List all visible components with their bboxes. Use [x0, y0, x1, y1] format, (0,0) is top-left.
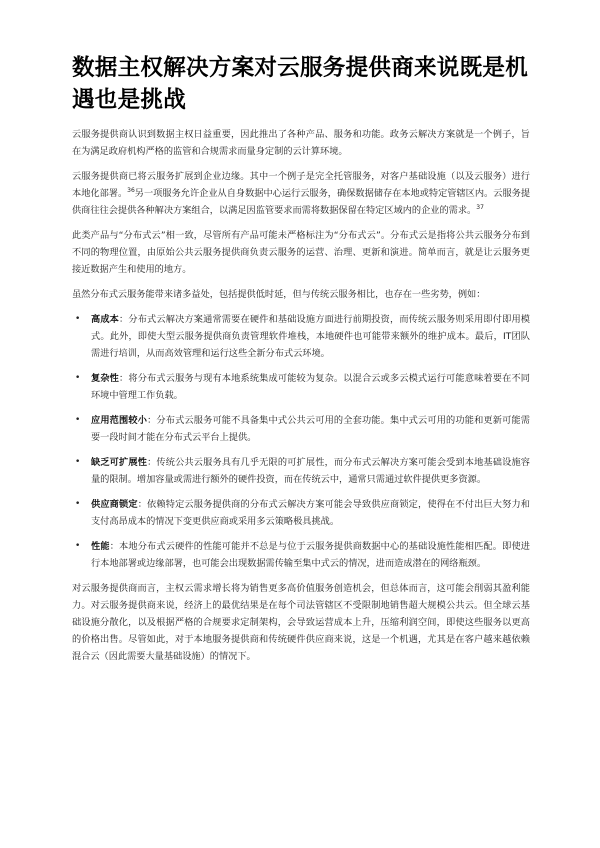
footnote-ref-36[interactable]: 36 — [127, 186, 135, 194]
paragraph-disadvantages-intro: 虽然分布式云服务能带来诸多益处，包括提供低时延，但与传统云服务相比，也存在一些劣势，例如： — [72, 289, 486, 300]
paragraph-edge: 云服务提供商已将云服务扩展到企业边缘。其中一个例子是完全托管服务，对客户基础设施（以及云服务）进行本地化部署。$^{36}$另一项服务允许企业从自身数据中心运行云服务，确保数据储存在本地或特定管辖区内。云服务提供商往往会提供各种解决方案组合，以满足因监管要求而需将数据保留在特定区域内的企业的需求。$^{37}$ — [72, 171, 531, 216]
disadvantages-list — [72, 311, 530, 572]
list-item-complexity: • 复杂性：将分布式云服务与现有本地系统集成可能较为复杂。以混合云或多云模式运行可能意味着要在不同环境中管理工作负载。 — [72, 370, 530, 404]
list-item-limited-scope: • 应用范围较小：分布式云服务可能不具备集中式公共云可用的全套功能。集中式云可用的功能和更新可能需要一段时间才能在分布式云平台上提供。 — [72, 412, 530, 446]
list-item-vendor-lock-in: • 供应商锁定：依赖特定云服务提供商的分布式云解决方案可能会导致供应商锁定，使得在不付出巨大努力和支付高昂成本的情况下变更供应商或采用多云策略极具挑战。 — [72, 496, 530, 530]
paragraph-closing: 对云服务提供商而言，主权云需求增长将为销售更多高价值服务创造机会，但总体而言，这可能会削弱其盈利能力。对云服务提供商来说，经济上的最优结果是在每个司法管辖区不受限制地销售超大规模公共云。但全球云基础设施分散化，以及根据严格的合规要求定制架构，会导致运营成本上升，压缩利润空间，即使这些服务以更高的价格出售。尽管如此，对于本地服务提供商和传统硬件供应商来说，这是一个机遇，尤其是在客户越来越依赖混合云（因此需要大量基础设施）的情况下。 — [72, 583, 530, 662]
bullet-icon: • — [75, 415, 81, 425]
footnote-ref-37[interactable]: 37 — [476, 203, 484, 211]
list-item-scalability: • 缺乏可扩展性：传统公共云服务具有几乎无限的可扩展性，而分布式云解决方案可能会受到本地基础设施容量的限制。增加容量或需进行额外的硬件投资，而在传统云中，通常只需通过软件提供更多资源。 — [72, 454, 530, 488]
paragraph-distributed-cloud: 此类产品与“分布式云”相一致，尽管所有产品可能未严格标注为“分布式云”。分布式云是指将公共云服务分布到不同的物理位置，由原始公共云服务提供商负责云服务的运营、治理、更新和演进。简单而言，就是让云服务更接近数据产生和使用的地方。 — [72, 230, 530, 275]
document-page — [72, 52, 530, 673]
bullet-icon: • — [75, 541, 81, 551]
list-item-performance: • 性能：本地分布式云硬件的性能可能并不总是与位于云服务提供商数据中心的基础设施性能相匹配。即使进行本地部署或边缘部署，也可能会出现数据需传输至集中式云的情况，进而造成潜在的网络瓶颈。 — [72, 538, 530, 572]
bullet-icon: • — [75, 314, 81, 324]
bullet-icon: • — [75, 373, 81, 383]
bullet-icon: • — [75, 499, 81, 509]
list-item-high-cost: • 高成本：分布式云解决方案通常需要在硬件和基础设施方面进行前期投资，而传统云服务则采用即付即用模式。此外，即使大型云服务提供商负责管理软件堆栈，本地硬件也可能带来额外的维护成本。最后，IT团队需进行培训，从而高效管理和运行这些全新分布式云环境。 — [72, 311, 530, 362]
paragraph-intro: 云服务提供商认识到数据主权日益重要，因此推出了各种产品、服务和功能。政务云解决方案就是一个例子，旨在为满足政府机构严格的监管和合规需求而量身定制的云计算环境。 — [72, 129, 530, 157]
document-title: 数据主权解决方案对云服务提供商来说既是机遇也是挑战 — [72, 55, 529, 113]
bullet-icon: • — [75, 457, 81, 467]
